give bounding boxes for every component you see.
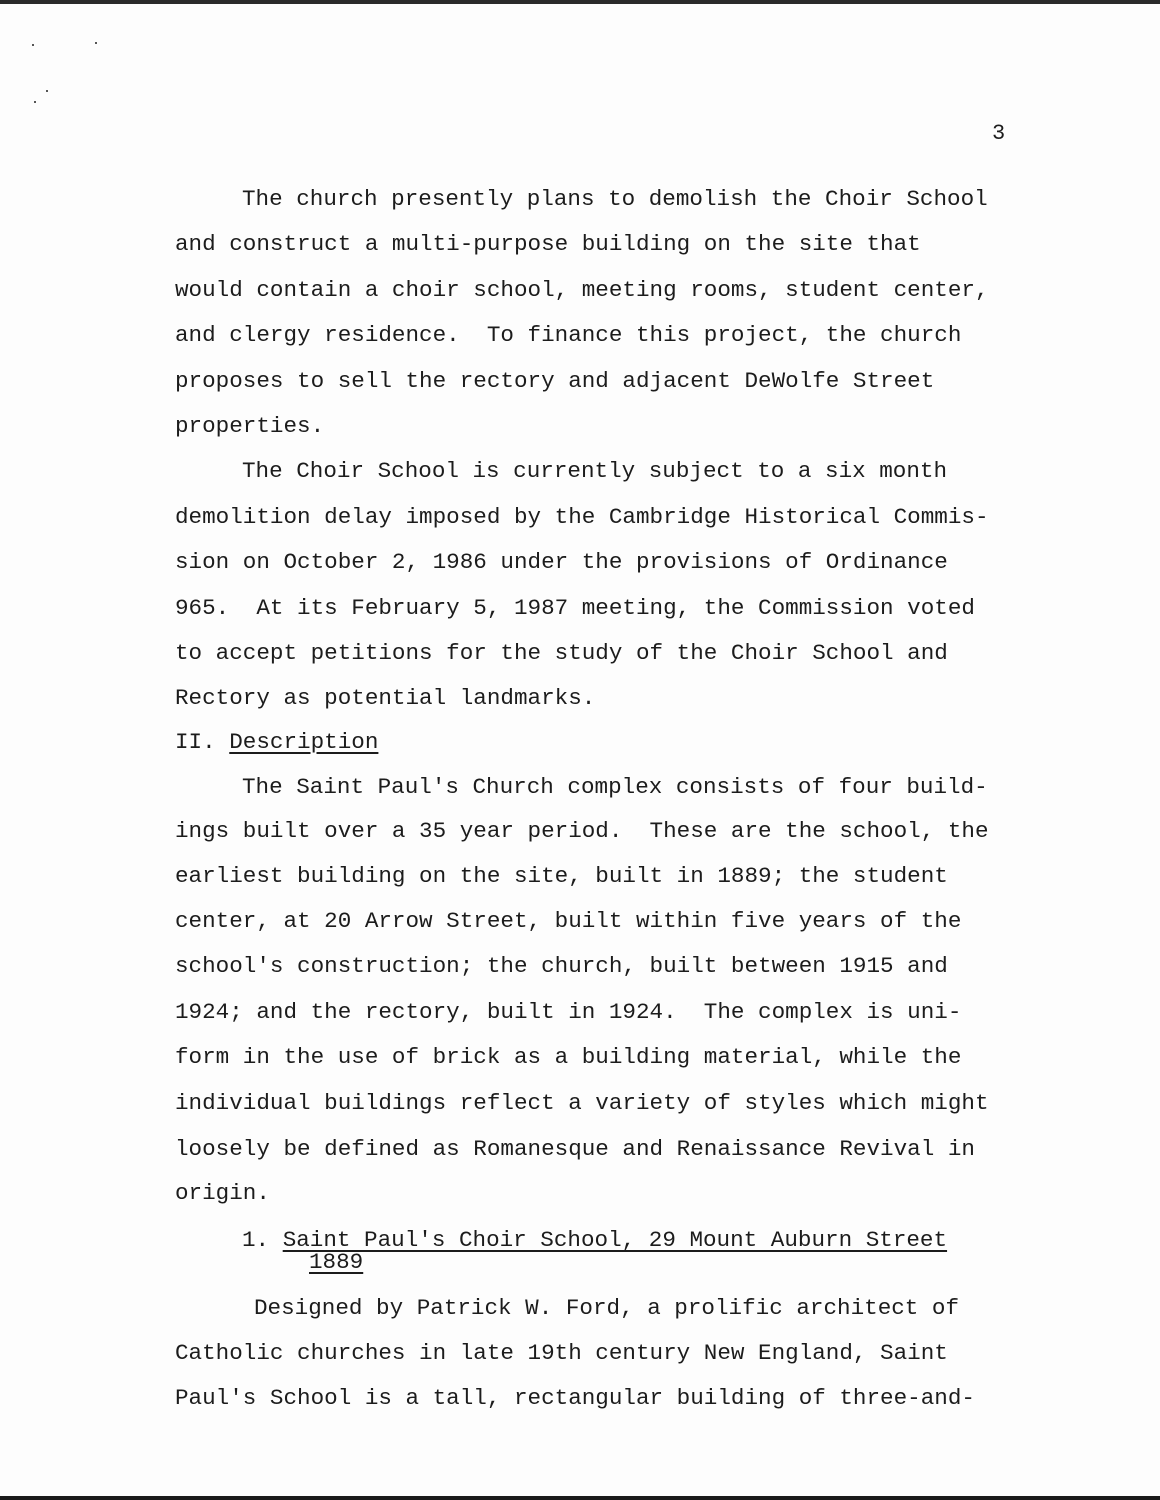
text-line: would contain a choir school, meeting rooms, student center,	[175, 277, 989, 303]
section-heading	[175, 728, 378, 756]
text-line: The Saint Paul's Church complex consists of four build-	[242, 774, 988, 800]
scan-speck	[32, 44, 34, 46]
text-line: demolition delay imposed by the Cambridge Historical Commis-	[175, 504, 989, 530]
scan-top-edge	[0, 0, 1160, 4]
scan-speck	[46, 90, 48, 92]
subsection-title: Saint Paul's Choir School, 29 Mount Auburn Street	[282, 1227, 948, 1253]
text-line: origin.	[175, 1180, 270, 1206]
text-line: Rectory as potential landmarks.	[175, 685, 596, 711]
text-line: 1924; and the rectory, built in 1924. The complex is uni-	[175, 999, 962, 1025]
text-line: form in the use of brick as a building material, while the	[175, 1044, 962, 1070]
text-line: and clergy residence. To finance this project, the church	[175, 322, 962, 348]
text-line: ings built over a 35 year period. These are the school, the	[175, 818, 989, 844]
text-line: center, at 20 Arrow Street, built within five years of the	[175, 908, 962, 934]
text-line: Paul's School is a tall, rectangular building of three-and-	[175, 1385, 975, 1411]
text-line: school's construction; the church, built between 1915 and	[175, 953, 948, 979]
text-line: The Choir School is currently subject to a six month	[242, 458, 948, 484]
text-line: loosely be defined as Romanesque and Renaissance Revival in	[175, 1136, 975, 1162]
text-line: properties.	[175, 413, 325, 439]
scan-speck	[34, 101, 36, 103]
text-line: 965. At its February 5, 1987 meeting, the Commission voted	[175, 595, 975, 621]
text-line: proposes to sell the rectory and adjacent DeWolfe Street	[175, 368, 935, 394]
scan-speck	[95, 42, 97, 44]
text-line: and construct a multi-purpose building on the site that	[175, 231, 921, 257]
text-line: The church presently plans to demolish the Choir School	[242, 186, 988, 212]
text-line: earliest building on the site, built in 1889; the student	[175, 863, 948, 889]
page-number: 3	[992, 121, 1006, 146]
section-title: Description	[229, 729, 379, 755]
section-number: II.	[175, 729, 216, 755]
text-line: sion on October 2, 1986 under the provisions of Ordinance	[175, 549, 948, 575]
text-line: individual buildings reflect a variety of styles which might	[175, 1090, 989, 1116]
subsection-year: 1889	[309, 1249, 364, 1275]
scan-bottom-edge	[0, 1496, 1160, 1500]
subsection-number: 1.	[242, 1227, 270, 1253]
text-line: Designed by Patrick W. Ford, a prolific architect of	[254, 1295, 960, 1321]
text-line: Catholic churches in late 19th century New England, Saint	[175, 1340, 948, 1366]
text-line: to accept petitions for the study of the Choir School and	[175, 640, 948, 666]
